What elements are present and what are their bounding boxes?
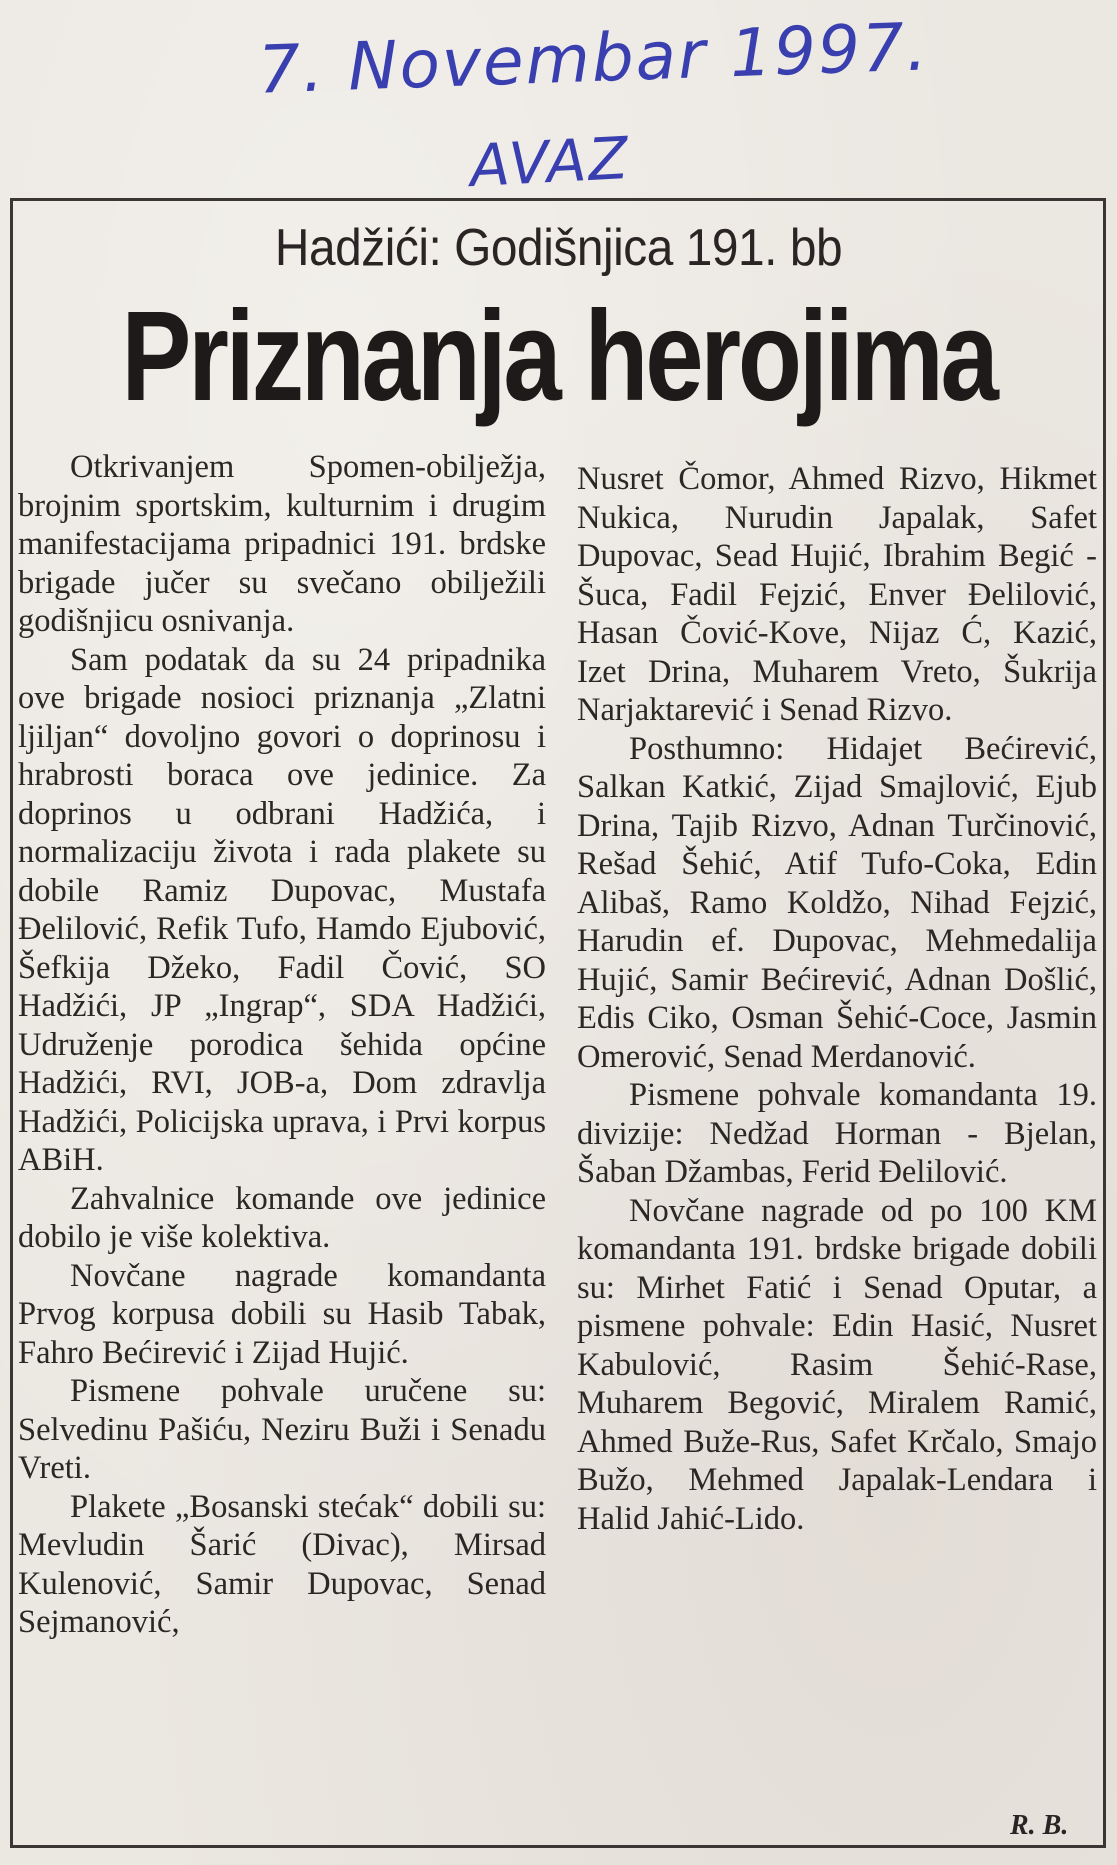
paragraph: Zahvalnice komande ove jedinice dobilo je više kolektiva.	[18, 1180, 546, 1255]
article-kicker: Hadžići: Godišnjica 191. bb	[274, 219, 843, 277]
article-headline: Priznanja herojima	[121, 285, 996, 428]
paragraph: Pismene pohvale uručene su: Selvedinu Pašiću, Neziru Buži i Senadu Vreti.	[18, 1373, 546, 1486]
paragraph: Posthumno: Hidajet Bećirević, Salkan Katkić, Zijad Smajlović, Ejub Drina, Tajib Rizvo, Adnan Turčinović, Rešad Šehić, Atif Tufo-Coka, Edin Alibaš, Ramo Koldžo, Nihad Fejzić, Harudin ef. Dupovac, Mehmedalija Hujić, Samir Bećirević, Adnan Došlić, Edis Ciko, Osman Šehić-Coce, Jasmin Omerović, Senad Merdanović.	[577, 730, 1097, 1075]
paragraph: Otkrivanjem Spomen-obilježja, brojnim sportskim, kulturnim i drugim manifestacijama pripadnici 191. brdske brigade jučer su svečano obilježili godišnjicu osnivanja.	[18, 449, 546, 639]
paragraph: Novčane nagrade komandanta Prvog korpusa dobili su Hasib Tabak, Fahro Bećirević i Zijad Hujić.	[18, 1257, 546, 1371]
article-byline: R. B.	[1010, 1810, 1069, 1841]
paragraph: Sam podatak da su 24 pripadnika ove brigade nosioci priznanja „Zlatni ljiljan“ dovoljno govori o doprinosu i hrabrosti boraca ove jedinice. Za doprinos u odbrani Hadžića, i normalizaciju života i rada plakete su dobile Ramiz Dupovac, Mustafa Đelilović, Refik Tufo, Hamdo Ejubović, Šefkija Džeko, Fadil Čović, SO Hadžići, JP „Ingrap“, SDA Hadžići, Udruženje porodica šehida općine Hadžići, RVI, JOB-a, Dom zdravlja Hadžići, Policijska uprava, i Prvi korpus ABiH.	[18, 641, 546, 1178]
paragraph: Plakete „Bosanski stećak“ dobili su: Mevludin Šarić (Divac), Mirsad Kulenović, Samir Dupovac, Senad Sejmanović,	[18, 1488, 546, 1640]
handwritten-date: 7. Novembar 1997.	[256, 8, 931, 109]
article-column-right	[577, 460, 1097, 1538]
article-column-left	[18, 448, 546, 1642]
paragraph: Novčane nagrade od po 100 KM komandanta 191. brdske brigade dobili su: Mirhet Fatić i Senad Oputar, a pismene pohvale: Edin Hasić, Nusret Kabulović, Rasim Šehić-Rase, Muharem Begović, Miralem Ramić, Ahmed Buže-Rus, Safet Krčalo, Smajo Bužo, Mehmed Japalak-Lendara i Halid Jahić-Lido.	[577, 1192, 1097, 1537]
paragraph: Nusret Čomor, Ahmed Rizvo, Hikmet Nukica, Nurudin Japalak, Safet Dupovac, Sead Hujić, Ibrahim Begić - Šuca, Fadil Fejzić, Enver Đelilović, Hasan Čović-Kove, Nijaz Ć, Kazić, Izet Drina, Muharem Vreto, Šukrija Narjaktarević i Senad Rizvo.	[577, 461, 1097, 728]
handwritten-source: AVAZ	[468, 123, 632, 201]
paragraph: Pismene pohvale komandanta 19. divizije: Nedžad Horman - Bjelan, Šaban Džambas, Ferid Đelilović.	[577, 1077, 1097, 1190]
